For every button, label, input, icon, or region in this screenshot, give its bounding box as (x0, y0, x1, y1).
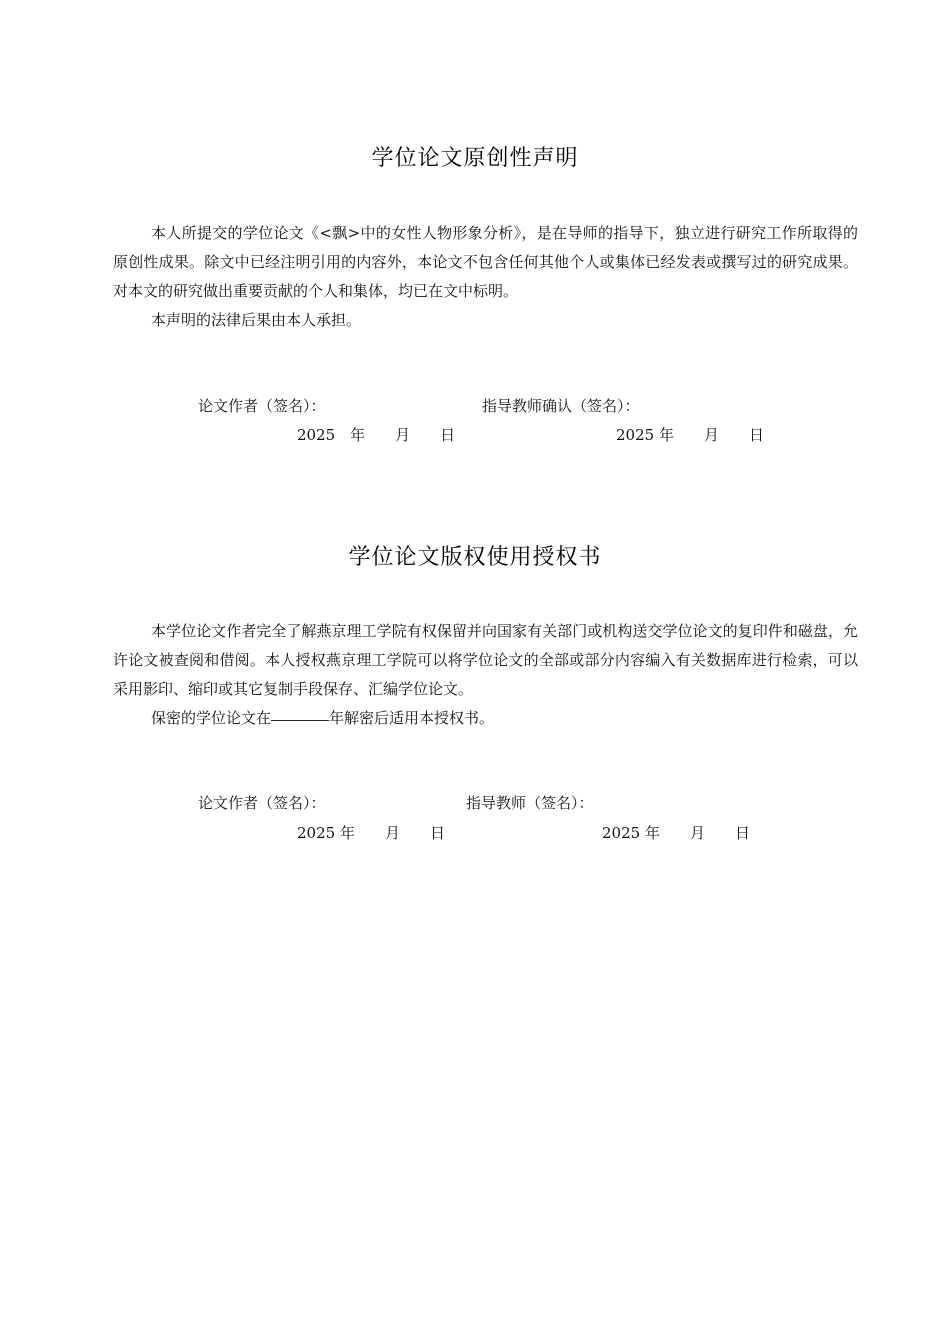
copyright-author-signature-label: 论文作者（签名）： (198, 794, 326, 812)
copyright-confidential-paragraph (113, 704, 858, 733)
confidential-text-after: 年解密后适用本授权书。 (329, 709, 495, 727)
copyright-title: 学位论文版权使用授权书 (348, 545, 602, 570)
originality-advisor-date: 2025 年 月 日 (616, 426, 764, 444)
confidential-text-before: 保密的学位论文在 (151, 709, 272, 727)
originality-advisor-signature-label: 指导教师确认（签名）： (482, 397, 640, 415)
originality-title: 学位论文原创性声明 (371, 146, 579, 171)
copyright-author-date: 2025 年 月 日 (297, 824, 445, 842)
originality-legal-paragraph: 本声明的法律后果由本人承担。 (151, 311, 362, 329)
originality-author-signature-label: 论文作者（签名）： (198, 397, 326, 415)
copyright-advisor-signature-label: 指导教师（签名）： (466, 794, 594, 812)
originality-author-date: 2025 年 月 日 (297, 426, 456, 444)
copyright-advisor-date: 2025 年 月 日 (602, 824, 750, 842)
originality-paragraph: 本人所提交的学位论文《<飘>中的女性人物形象分析》，是在导师的指导下，独立进行研究工作所取得的原创性成果。除文中已经注明引用的内容外，本论文不包含任何其他个人或集体已经发表或撰写过的研究成果。对本文的研究做出重要贡献的个人和集体，均已在文中标明。 (113, 224, 858, 300)
copyright-paragraph: 本学位论文作者完全了解燕京理工学院有权保留并向国家有关部门或机构送交学位论文的复印件和磁盘，允许论文被查阅和借阅。本人授权燕京理工学院可以将学位论文的全部或部分内容编入有关数据库进行检索，可以采用影印、缩印或其它复制手段保存、汇编学位论文。 (113, 622, 858, 698)
confidential-year-blank (271, 719, 329, 721)
